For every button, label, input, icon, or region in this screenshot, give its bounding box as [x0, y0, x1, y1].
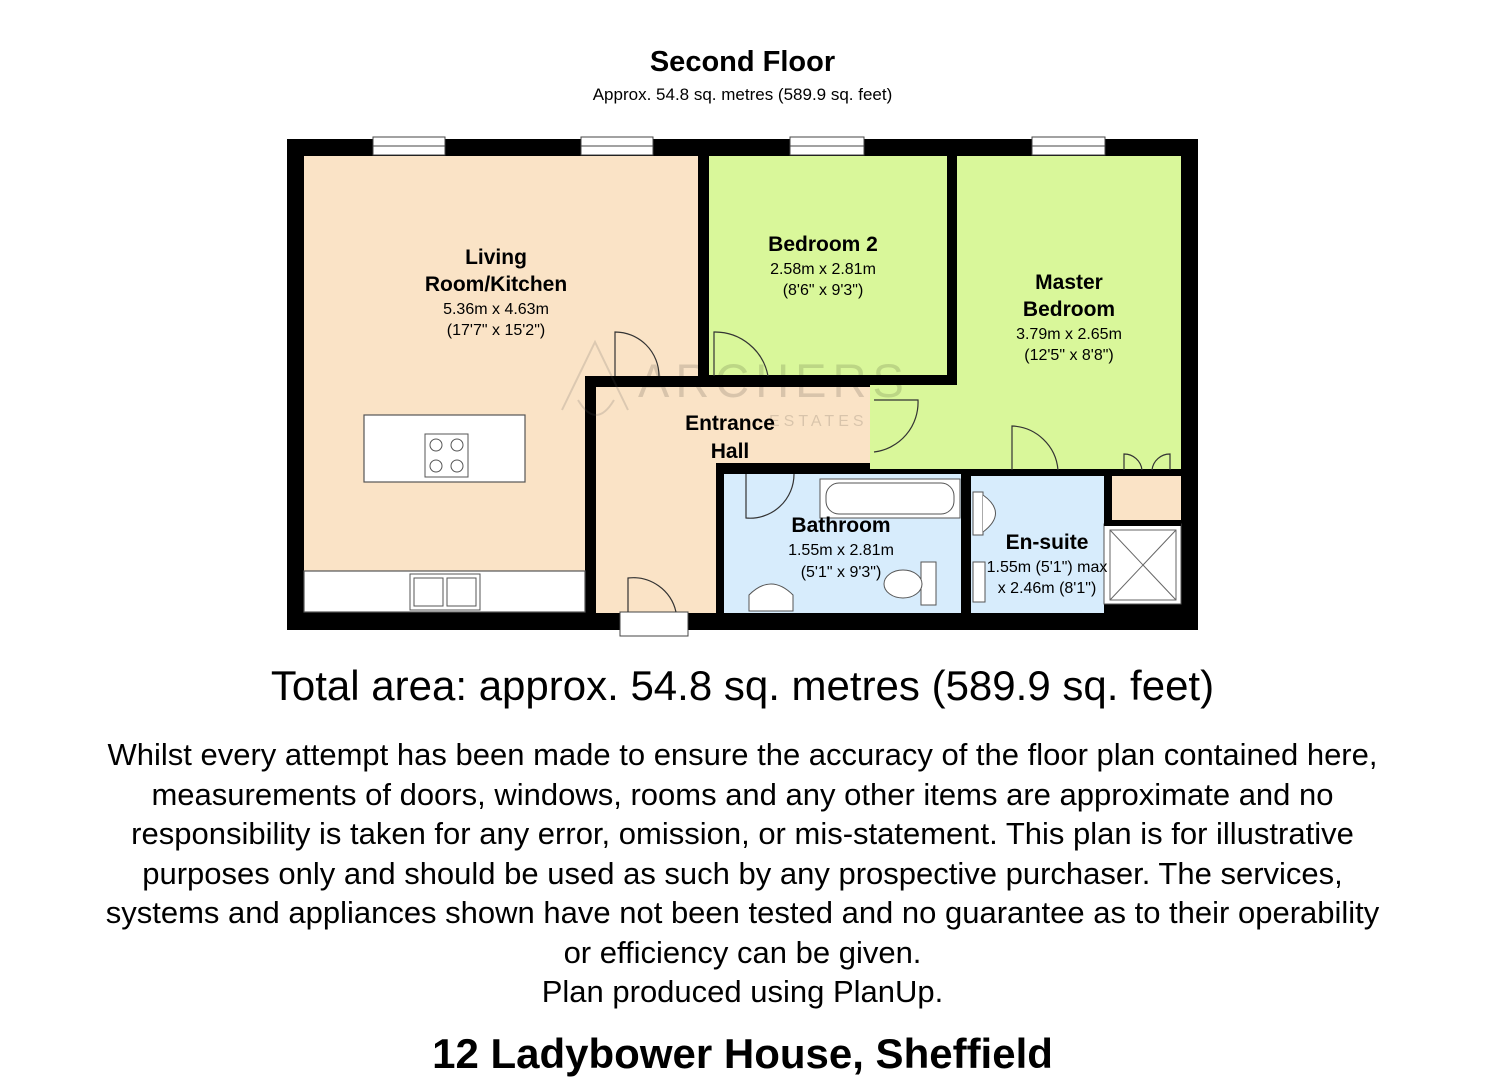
ensuite-dim-line2: x 2.46m (8'1")	[997, 580, 1097, 597]
disclaimer-line: measurements of doors, windows, rooms and any other items are approximate and no	[151, 776, 1334, 812]
bath-icon	[820, 479, 960, 518]
disclaimer-line: systems and appliances shown have not been tested and no guarantee as to their operability	[105, 895, 1380, 930]
bedroom2-label: Bedroom 2	[768, 233, 878, 256]
floor-title: Second Floor	[649, 46, 836, 78]
sink-icon	[410, 574, 480, 610]
disclaimer-line: purposes only and should be used as such by any prospective purchaser. The services,	[142, 855, 1343, 891]
living-room-label: Room/Kitchen	[424, 273, 568, 296]
ensuite-shower-wall	[1104, 520, 1181, 526]
watermark-brand: ARCHERS	[638, 354, 910, 407]
property-address: 12 Ladybower House, Sheffield	[432, 1030, 1053, 1077]
disclaimer-line: Whilst every attempt has been made to ensure the accuracy of the floor plan contained here,	[107, 737, 1378, 772]
bedroom2-dim-m: 2.58m x 2.81m	[770, 261, 876, 278]
master-bedroom-dim-ft: (12'5" x 8'8")	[1024, 347, 1114, 364]
living-room-dim-ft: (17'7" x 15'2")	[446, 322, 546, 339]
ensuite-toilet-icon	[973, 562, 985, 602]
floor-area: Approx. 54.8 sq. metres (589.9 sq. feet)	[592, 85, 893, 104]
master-bedroom-dim-m: 3.79m x 2.65m	[1016, 326, 1122, 343]
disclaimer	[30, 735, 1455, 1012]
bedroom2-dim-ft: (8'6" x 9'3")	[782, 282, 864, 299]
bathroom-dim-ft: (5'1" x 9'3")	[800, 564, 882, 581]
bathroom-dim-m: 1.55m x 2.81m	[788, 542, 894, 559]
kitchen-counter	[304, 571, 585, 612]
disclaimer-line: or efficiency can be given.	[563, 934, 922, 970]
ensuite-label: En-suite	[1005, 531, 1089, 554]
kitchen-island	[364, 415, 525, 482]
ensuite-dim-line1: 1.55m (5'1") max	[986, 559, 1108, 576]
entrance-hall-label: Hall	[710, 440, 750, 463]
living-room-label: Living	[465, 246, 527, 269]
wardrobe-area	[1112, 476, 1181, 520]
watermark-sub: ESTATES	[769, 413, 868, 430]
disclaimer-line: Plan produced using PlanUp.	[541, 974, 944, 1009]
master-bedroom-label: Master	[1035, 271, 1103, 294]
living-room-dim-m: 5.36m x 4.63m	[443, 301, 549, 318]
front-door-opening	[620, 612, 688, 636]
total-area: Total area: approx. 54.8 sq. metres (589.9 sq. feet)	[270, 662, 1215, 709]
bathroom-label: Bathroom	[791, 514, 891, 537]
disclaimer-line: responsibility is taken for any error, omission, or mis-statement. This plan is for illustrative	[131, 816, 1354, 851]
master-bedroom-label: Bedroom	[1022, 298, 1116, 321]
entrance-hall-label: Entrance	[685, 412, 775, 435]
